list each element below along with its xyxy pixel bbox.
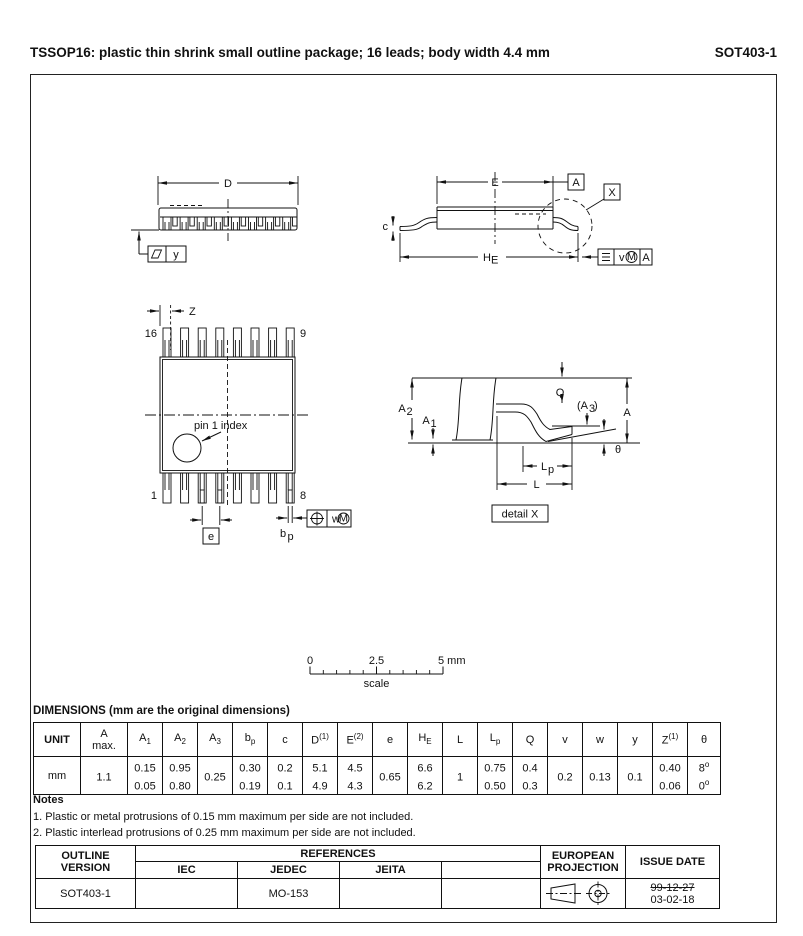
dims-header-e-cap: $E^{(2)}$ [338,723,373,757]
dim-label-bp-sub: p [287,531,294,543]
dims-value-a3: 0.25 [198,757,233,795]
svg-text:M: M [338,512,349,525]
dims-header-amax: A max. [81,723,128,757]
jedec-header: JEDEC [238,862,340,879]
dims-header-z: $Z^{(1)}$ [653,723,688,757]
dims-value-v: 0.2 [548,757,583,795]
first-angle-projection-icon [546,880,620,907]
pin-1-label: 1 [150,490,157,502]
dims-header-unit: UNIT [34,723,81,757]
european-projection-header: EUROPEAN PROJECTION [541,846,626,879]
jeita-value [340,879,442,909]
dims-value-l: 1 [443,757,478,795]
dim-label-bp: b [279,528,287,540]
svg-text:A: A [642,252,650,264]
dims-header-a2: $A_2$ [163,723,198,757]
dims-header-v: v [548,723,583,757]
dims-value-theta: 8$^o$ 0$^o$ [688,757,721,795]
svg-text:w: w [332,513,340,526]
pin-9-label: 9 [300,328,307,340]
dims-value-d: 5.1 4.9 [303,757,338,795]
dims-value-c: 0.2 0.1 [268,757,303,795]
dims-header-a3: $A_3$ [198,723,233,757]
svg-text:detail X: detail X [501,508,539,521]
dims-header-l: L [443,723,478,757]
dims-header-he: $H_E$ [408,723,443,757]
svg-text:X: X [608,187,616,199]
issue-date-superseded: 99-12-27 [650,881,695,894]
dims-value-z: 0.40 0.06 [653,757,688,795]
dims-value-row [34,757,721,795]
outline-version-header: OUTLINE VERSION [36,846,136,879]
dim-label-a2-sub: 2 [406,406,413,418]
dims-header-bp: $b_p$ [233,723,268,757]
dim-label-e: E [491,177,499,189]
notes-section [33,794,416,843]
notes-heading: Notes [33,794,64,806]
dim-label-he: H [483,252,491,264]
package-code: SOT403-1 [714,45,777,60]
note-2: 2. Plastic interlead protrusions of 0.25 mm maximum per side are not included. [33,827,416,839]
dims-value-e: 0.65 [373,757,408,795]
scale-tick-0-label: 0 [306,655,314,667]
iec-value [136,879,238,909]
dim-label-a1-sub: 1 [430,418,437,430]
svg-text:M: M [626,251,637,263]
dimensions-title: DIMENSIONS (mm are the original dimensions) [33,705,290,717]
dims-header-w: w [583,723,618,757]
dims-value-w: 0.13 [583,757,618,795]
dims-value-y: 0.1 [618,757,653,795]
references-table [35,845,720,909]
jedec-value: MO-153 [238,879,340,909]
issue-date-value [626,879,720,909]
dims-value-bp: 0.30 0.19 [233,757,268,795]
outline-version-value: SOT403-1 [36,879,136,909]
pin-16-label: 16 [144,328,157,340]
scale-tick-mid-label: 2.5 [368,655,385,667]
references-header: REFERENCES [136,846,541,862]
dims-header-q: Q [513,723,548,757]
svg-text:e: e [207,531,215,543]
dim-label-d: D [224,178,232,190]
jeita-header: JEITA [340,862,442,879]
iec-header: IEC [136,862,238,879]
dim-label-a3-sub: 3 [589,403,596,415]
dim-label-he-sub: E [491,254,499,267]
pin-8-label: 8 [300,490,307,502]
dimensions-table [33,722,721,795]
svg-text:v: v [619,252,625,264]
dim-label-q: Q [555,387,565,399]
dims-header-theta: θ [688,723,721,757]
dim-label-l: L [533,479,540,491]
dims-value-lp: 0.75 0.50 [478,757,513,795]
dims-value-e-cap: 4.5 4.3 [338,757,373,795]
dim-label-a3: (A [577,400,588,412]
pin1-index-label: pin 1 index [194,420,248,432]
dim-label-a2: A [398,403,406,415]
dim-label-theta: θ [614,444,622,456]
dim-label-a: A [623,407,631,419]
dim-label-lp-sub: p [548,464,555,476]
dims-header-c: c [268,723,303,757]
dims-header-a1: $A_1$ [128,723,163,757]
page-title: TSSOP16: plastic thin shrink small outline package; 16 leads; body width 4.4 mm [30,45,550,60]
dims-header-lp: $L_p$ [478,723,513,757]
issue-date-current: 03-02-18 [650,893,695,906]
scale-caption: scale [363,678,390,690]
dims-header-e: e [373,723,408,757]
dims-header-d: $D^{(1)}$ [303,723,338,757]
dims-header-y: y [618,723,653,757]
dim-label-c: c [382,221,388,233]
ref-extra-value [442,879,541,909]
issue-date-header: ISSUE DATE [626,846,720,879]
flatness-value-label: y [173,249,179,261]
dim-label-a3-close: ) [594,400,598,412]
dims-unit-value: mm [34,757,81,795]
dim-label-a1: A [422,415,430,427]
ref-extra-header [442,862,541,879]
dims-value-q: 0.4 0.3 [513,757,548,795]
dims-header-row [34,723,721,757]
note-1: 1. Plastic or metal protrusions of 0.15 mm maximum per side are not included. [33,811,414,823]
dims-value-a2: 0.95 0.80 [163,757,198,795]
projection-symbol-cell [541,879,626,909]
scale-tick-end-label: 5 mm [438,655,466,667]
dim-label-lp: L [541,461,548,473]
dim-label-z: Z [189,306,196,318]
dims-value-amax: 1.1 [81,757,128,795]
dims-value-he: 6.6 6.2 [408,757,443,795]
svg-text:A: A [572,177,580,189]
dims-value-a1: 0.15 0.05 [128,757,163,795]
